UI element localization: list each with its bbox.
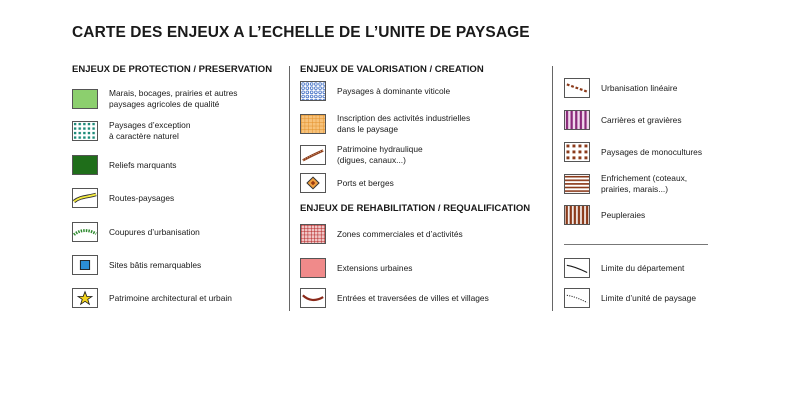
map-legend-title: CARTE DES ENJEUX A L’ECHELLE DE L’UNITE DE PAYSAGE [72, 24, 530, 41]
legend-item-zones-commerciales [300, 224, 463, 244]
brown-diagonal-line-icon [300, 145, 326, 165]
legend-label: Ports et berges [337, 177, 394, 188]
legend-item-patrimoine-hydraulique [300, 144, 423, 166]
legend-item-routes-paysages [72, 188, 174, 208]
orange-diamond-icon [300, 173, 326, 193]
legend-item-reliefs [72, 155, 177, 175]
legend-label: Paysages à dominante viticole [337, 85, 451, 96]
legend-item-ports-berges [300, 173, 394, 193]
legend-label: Peupleraies [601, 209, 646, 220]
blue-circle-pattern-icon [300, 81, 326, 101]
legend-item-activites-industrielles [300, 113, 470, 135]
brown-vertical-stripes-icon [564, 205, 590, 225]
valorisation-heading: ENJEUX DE VALORISATION / CREATION [300, 64, 484, 75]
legend-label: Reliefs marquants [109, 159, 177, 170]
legend-label: Carrières et gravières [601, 114, 682, 125]
light-green-fill-icon [72, 89, 98, 109]
legend-label: Limite du département [601, 262, 685, 273]
brown-square-dots-icon [564, 142, 590, 162]
solid-curve-icon [564, 258, 590, 278]
legend-item-coupures [72, 222, 200, 242]
legend-item-limite-departement [564, 258, 684, 278]
legend-item-viticole [300, 81, 450, 101]
brown-horizontal-stripes-icon [564, 174, 590, 194]
legend-item-patrimoine-architectural [72, 288, 232, 308]
legend-label: Paysages d’exception à caractère naturel [109, 120, 191, 141]
legend-item-extensions-urbaines [300, 258, 412, 278]
pink-fill-icon [300, 258, 326, 278]
legend-item-sites-batis [72, 255, 201, 275]
legend-label: Routes-paysages [109, 192, 175, 203]
legend-item-marais [72, 88, 237, 110]
legend-item-peupleraies [564, 205, 645, 225]
legend-label: Enfrichement (coteaux, prairies, marais...) [601, 173, 688, 194]
yellow-road-line-icon [72, 188, 98, 208]
orange-grid-icon [300, 114, 326, 134]
legend-item-enfrichement [564, 173, 687, 195]
legend-label: Sites bâtis remarquables [109, 259, 202, 270]
legend-label: Limite d’unité de paysage [601, 292, 696, 303]
red-brown-curve-icon [300, 288, 326, 308]
dotted-curve-icon [564, 288, 590, 308]
legend-item-entrees-traversees [300, 288, 489, 308]
blue-square-icon [72, 255, 98, 275]
legend-item-carrieres [564, 110, 682, 130]
legend-item-paysages-exception [72, 120, 190, 142]
legend-label: Zones commerciales et d’activités [337, 228, 463, 239]
dark-green-fill-icon [72, 155, 98, 175]
rehabilitation-heading: ENJEUX DE REHABILITATION / REQUALIFICATION [300, 203, 531, 214]
brown-dashed-line-icon [564, 78, 590, 98]
legend-item-limite-unite [564, 288, 696, 308]
legend-label: Patrimoine hydraulique (digues, canaux...) [337, 144, 423, 165]
legend-item-monocultures [564, 142, 702, 162]
yellow-star-icon [72, 288, 98, 308]
legend-label: Extensions urbaines [337, 262, 413, 273]
green-dotted-curve-icon [72, 222, 98, 242]
teal-dot-pattern-icon [72, 121, 98, 141]
legend-label: Urbanisation linéaire [601, 82, 678, 93]
limits-divider [564, 244, 708, 245]
protection-heading: ENJEUX DE PROTECTION / PRESERVATION [72, 64, 273, 75]
red-grid-icon [300, 224, 326, 244]
legend-item-urbanisation-lineaire [564, 78, 677, 98]
purple-vertical-stripes-icon [564, 110, 590, 130]
legend-label: Entrées et traversées de villes et villages [337, 292, 489, 303]
column-divider [552, 66, 553, 311]
legend-label: Marais, bocages, prairies et autres paysages agricoles de qualité [109, 88, 238, 109]
legend-label: Patrimoine architectural et urbain [109, 292, 232, 303]
legend-label: Inscription des activités industrielles dans le paysage [337, 113, 471, 134]
legend-label: Paysages de monocultures [601, 146, 703, 157]
column-divider [289, 66, 290, 311]
legend-label: Coupures d’urbanisation [109, 226, 200, 237]
